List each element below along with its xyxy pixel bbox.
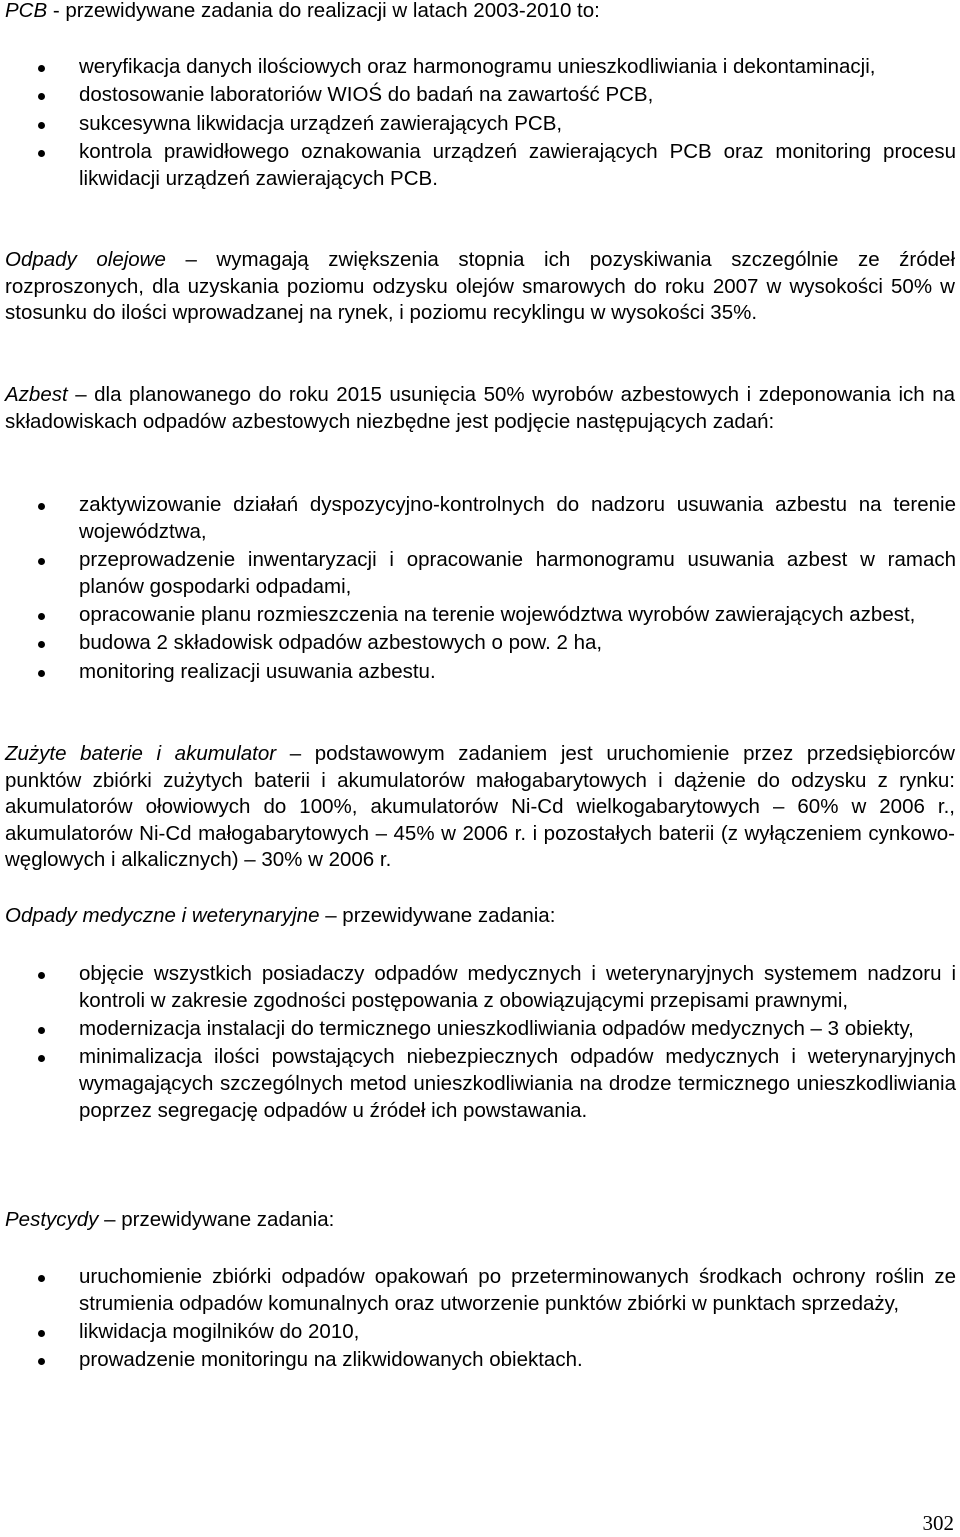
list-item: dostosowanie laboratoriów WIOŚ do badań na zawartość PCB, (0, 82, 960, 109)
bullet-icon (38, 972, 45, 979)
bullet-icon (38, 150, 45, 157)
medical-title: Odpady medyczne i weterynaryjne (5, 904, 320, 927)
medical-task-list (0, 961, 960, 1126)
pcb-heading-title: PCB (5, 0, 48, 22)
list-item: kontrola prawidłowego oznakowania urządzeń zawierających PCB oraz monitoring procesu likwidacji urządzeń zawierających PCB. (0, 139, 960, 192)
pcb-heading (5, 0, 955, 25)
batteries-paragraph (5, 741, 955, 874)
bullet-icon (38, 1275, 45, 1282)
page-number: 302 (922, 1511, 954, 1535)
oils-title: Odpady olejowe (5, 248, 166, 271)
bullet-icon (38, 670, 45, 677)
list-item: minimalizacja ilości powstających niebezpiecznych odpadów medycznych i weterynaryjnych wymagających szczególnych metod unieszkodliwiania na drodze termicznego unieszkodliwiania poprzez segregację odpadów u źródeł ich powstawania. (0, 1044, 960, 1124)
pesticides-heading (5, 1207, 955, 1234)
bullet-icon (38, 65, 45, 72)
asbestos-text: – dla planowanego do roku 2015 usunięcia 50% wyrobów azbestowych i zdeponowania ich na składowiskach odpadów azbestowych niezbędne jest podjęcie następujących zadań: (5, 383, 955, 433)
medical-text: – przewidywane zadania: (319, 904, 556, 927)
bullet-icon (38, 558, 45, 565)
pcb-task-list (0, 54, 960, 194)
batteries-title: Zużyte baterie i akumulator (5, 742, 277, 765)
asbestos-paragraph (5, 382, 955, 435)
bullet-icon (38, 1055, 45, 1062)
list-item: prowadzenie monitoringu na zlikwidowanych obiektach. (0, 1347, 960, 1374)
oils-paragraph (5, 247, 955, 327)
list-item: przeprowadzenie inwentaryzacji i opracowanie harmonogramu usuwania azbest w ramach planów gospodarki odpadami, (0, 547, 960, 600)
bullet-icon (38, 122, 45, 129)
bullet-icon (38, 641, 45, 648)
pcb-heading-text: - przewidywane zadania do realizacji w latach 2003-2010 to: (47, 0, 600, 22)
oils-text: – wymagają zwiększenia stopnia ich pozyskiwania szczególnie ze źródeł rozproszonych, dla uzyskania poziomu odzysku olejów smarowych do roku 2007 w wysokości 50% w stosunku do ilości wprowadzanej na rynek, i poziomu recyklingu w wysokości 35%. (5, 248, 955, 325)
list-item: sukcesywna likwidacja urządzeń zawierających PCB, (0, 111, 960, 138)
list-item: modernizacja instalacji do termicznego unieszkodliwiania odpadów medycznych – 3 obiekty, (0, 1016, 960, 1043)
list-item: likwidacja mogilników do 2010, (0, 1319, 960, 1346)
list-item: budowa 2 składowisk odpadów azbestowych o pow. 2 ha, (0, 630, 960, 657)
list-item: uruchomienie zbiórki odpadów opakowań po przeterminowanych środkach ochrony roślin ze strumienia odpadów komunalnych oraz utworzenie punktów zbiórki w punktach sprzedaży, (0, 1264, 960, 1317)
list-item: opracowanie planu rozmieszczenia na terenie województwa wyrobów zawierających azbest, (0, 602, 960, 629)
list-item: zaktywizowanie działań dyspozycyjno-kontrolnych do nadzoru usuwania azbestu na terenie województwa, (0, 492, 960, 545)
bullet-icon (38, 1027, 45, 1034)
asbestos-task-list (0, 492, 960, 687)
pesticides-text: – przewidywane zadania: (98, 1208, 335, 1231)
pesticides-title: Pestycydy (5, 1208, 99, 1231)
bullet-icon (38, 503, 45, 510)
pesticides-task-list (0, 1264, 960, 1376)
bullet-icon (38, 1358, 45, 1365)
batteries-text: – podstawowym zadaniem jest uruchomienie przez przedsiębiorców punktów zbiórki zużytych baterii i akumulatorów małogabarytowych i dążenie do odzysku z rynku: akumulatorów ołowiowych do 100%, akumulatorów Ni-Cd wielkogabarytowych – 60% w 2006 r., akumulatorów Ni-Cd małogabarytowych – 45% w 2006 r. i pozostałych baterii (z wyłączeniem cynkowo-węglowych i alkalicznych) – 30% w 2006 r. (5, 742, 955, 872)
asbestos-title: Azbest (5, 383, 68, 406)
medical-heading (5, 903, 955, 930)
bullet-icon (38, 93, 45, 100)
list-item: monitoring realizacji usuwania azbestu. (0, 659, 960, 686)
bullet-icon (38, 1330, 45, 1337)
list-item: objęcie wszystkich posiadaczy odpadów medycznych i weterynaryjnych systemem nadzoru i kontroli w zakresie zgodności postępowania z obowiązującymi przepisami prawnymi, (0, 961, 960, 1014)
bullet-icon (38, 613, 45, 620)
list-item: weryfikacja danych ilościowych oraz harmonogramu unieszkodliwiania i dekontaminacji, (0, 54, 960, 81)
